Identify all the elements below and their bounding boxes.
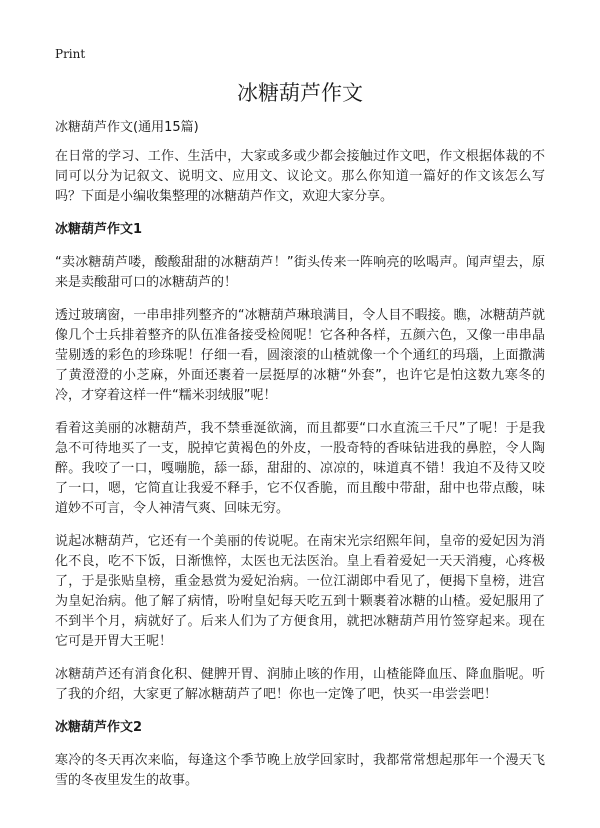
section-1-paragraph-2: 透过玻璃窗，一串串排列整齐的“冰糖葫芦琳琅满目，令人目不暇接。瞧，冰糖葫芦就像几个士兵排着整齐的队伍准备接受检阅呢！它各种各样，五颜六色，又像一串串晶莹剔透的彩色的珍珠呢！仔细一看，圆滚滚的山楂就像一个个通红的玛瑙，上面撒满了黄澄澄的小芝麻，外面还裹着一层挺厚的冰糖“外套”，也许它是怕这数九寒冬的冷，才穿着这样一件“糯米羽绒服”呢！ [55,308,545,403]
page-title: 冰糖葫芦作文 [237,81,363,105]
section-1-paragraph-4: 说起冰糖葫芦，它还有一个美丽的传说呢。在南宋光宗绍熙年间，皇帝的爱妃因为消化不良，吃不下饭，日渐憔悴，太医也无法医治。皇上看着爱妃一天天消瘦，心疼极了，于是张贴皇榜，重金悬赏为爱妃治病。一位江湖郎中看见了，便揭下皇榜，进宫为皇妃治病。他了解了病情，吩咐皇妃每天吃五到十颗裹着冰糖的山楂。爱妃服用了不到半个月，病就好了。后来人们为了方便食用，就把冰糖葫芦用竹签穿起来。现在它可是开胃大王呢！ [55,534,545,649]
print-link[interactable]: Print [55,47,86,61]
section-heading-2: 冰糖葫芦作文2 [55,720,143,735]
section-heading-1: 冰糖葫芦作文1 [55,222,143,237]
intro-paragraph: 在日常的学习、工作、生活中，大家或多或少都会接触过作文吧，作文根据体裁的不同可以分为记叙文、说明文、应用文、议论文。那么你知道一篇好的作文该怎么写吗？下面是小编收集整理的冰糖葫芦作文，欢迎大家分享。 [55,149,545,204]
article-body [55,118,545,804]
section-2-paragraph-1: 寒冷的冬天再次来临，每逢这个季节晚上放学回家时，我都常常想起那年一个漫天飞雪的冬夜里发生的故事。 [55,753,545,788]
article-subtitle: 冰糖葫芦作文(通用15篇) [55,120,199,135]
section-1-paragraph-3: 看着这美丽的冰糖葫芦，我不禁垂涎欲滴，而且都要“口水直流三千尺”了呢！于是我急不可待地买了一支，脱掉它黄褐色的外皮，一股奇特的香味钻进我的鼻腔，令人陶醉。我咬了一口，嘎嘣脆，舔一舔，甜甜的、凉凉的，味道真不错！我迫不及待又咬了一口，嗯，它简直让我爱不释手，它不仅香脆，而且酸中带甜，甜中也带点酸，味道妙不可言，令人神清气爽、回味无穷。 [55,421,545,516]
section-1-paragraph-5: 冰糖葫芦还有消食化积、健脾开胃、润肺止咳的作用，山楂能降血压、降血脂呢。听了我的介绍，大家更了解冰糖葫芦了吧！你也一定馋了吧，快买一串尝尝吧！ [55,667,545,702]
section-1-paragraph-1: “卖冰糖葫芦喽，酸酸甜甜的冰糖葫芦！”街头传来一阵响亮的吆喝声。闻声望去，原来是卖酸甜可口的冰糖葫芦的！ [55,255,545,290]
